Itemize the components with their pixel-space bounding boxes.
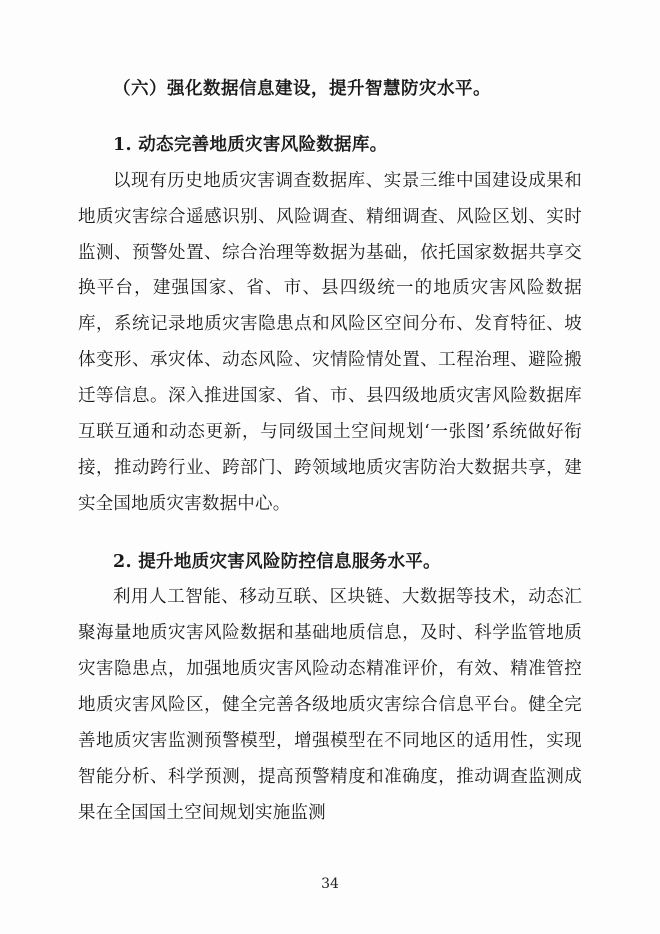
- document-body: [78, 72, 582, 832]
- spacer: [78, 523, 582, 535]
- subsection-heading-2: 2. 提升地质灾害风险防控信息服务水平。: [113, 551, 441, 572]
- subsection-heading-1: 1. 动态完善地质灾害风险数据库。: [113, 134, 388, 155]
- paragraph-2: 利用人工智能、移动互联、区块链、大数据等技术，动态汇聚海量地质灾害风险数据和基础地质信息，及时、科学监管地质灾害隐患点，加强地质灾害风险动态精准评价，有效、精准管控地质灾害风险区，健全完善各级地质灾害综合信息平台。健全完善地质灾害监测预警模型，增强模型在不同地区的适用性，实现智能分析、科学预测，提高预警精度和准确度，推动调查监测成果在全国国土空间规划实施监测: [78, 587, 582, 823]
- page-number: 34: [321, 876, 339, 892]
- spacer: [78, 112, 582, 118]
- section-heading: （六）强化数据信息建设，提升智慧防灾水平。: [113, 79, 491, 99]
- paragraph-1: 以现有历史地质灾害调查数据库、实景三维中国建设成果和地质灾害综合遥感识别、风险调查、精细调查、风险区划、实时监测、预警处置、综合治理等数据为基础，依托国家数据共享交换平台，建强国家、省、市、县四级统一的地质灾害风险数据库，系统记录地质灾害隐患点和风险区空间分布、发育特征、坡体变形、承灾体、动态风险、灾情险情处置、工程治理、避险搬迁等信息。深入推进国家、省、市、县四级地质灾害风险数据库互联互通和动态更新，与同级国土空间规划‘一张图’系统做好衔接，推动跨行业、跨部门、跨领域地质灾害防治大数据共享，建实全国地质灾害数据中心。: [78, 170, 582, 514]
